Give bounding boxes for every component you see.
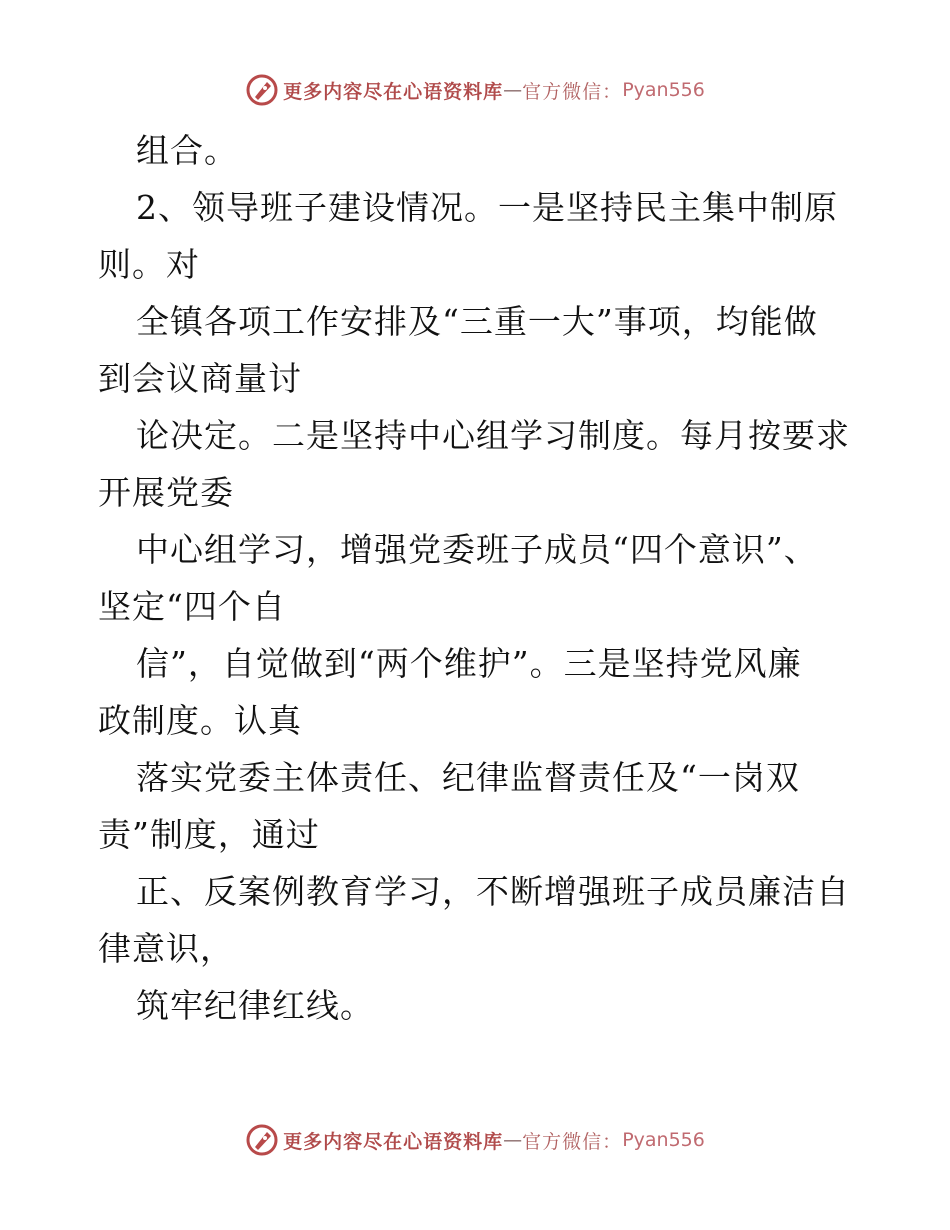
text-line: 中心组学习，增强党委班子成员“四个意识”、 — [136, 530, 818, 569]
text-line: 责”制度，通过 — [98, 815, 320, 854]
text-line: 全镇各项工作安排及“三重一大”事项，均能做 — [136, 302, 818, 341]
banner-wechat-id: Pyan556 — [622, 1129, 705, 1151]
banner-wechat-label: 官方微信： — [522, 1130, 623, 1153]
banner-brand-text: 更多内容尽在心语资料库 — [283, 1130, 504, 1153]
text-line: 坚定“四个自 — [98, 587, 286, 626]
document-body — [98, 122, 858, 1034]
text-line: 2、领导班子建设情况。一是坚持民主集中制原 — [136, 188, 838, 227]
banner-separator: — — [503, 1129, 523, 1151]
text-line: 落实党委主体责任、纪律监督责任及“一岗双 — [136, 758, 800, 797]
banner-wechat-label: 官方微信： — [522, 80, 623, 103]
pen-nib-logo-icon — [245, 1123, 279, 1157]
text-line: 则。对 — [98, 245, 200, 284]
banner-wechat-id: Pyan556 — [622, 79, 705, 101]
text-line: 信”，自觉做到“两个维护”。三是坚持党风廉 — [136, 644, 802, 683]
text-line: 律意识， — [98, 929, 234, 968]
text-line: 论决定。二是坚持中心组学习制度。每月按要求 — [136, 416, 850, 455]
footer-banner — [0, 1120, 950, 1160]
text-line: 正、反案例教育学习，不断增强班子成员廉洁自 — [136, 872, 850, 911]
text-line: 筑牢纪律红线。 — [136, 986, 374, 1025]
pen-nib-logo-icon — [245, 73, 279, 107]
banner-brand-text: 更多内容尽在心语资料库 — [283, 80, 504, 103]
banner-separator: — — [503, 79, 523, 101]
text-line: 到会议商量讨 — [98, 359, 302, 398]
text-line: 组合。 — [136, 131, 238, 170]
text-line: 政制度。认真 — [98, 701, 302, 740]
text-line: 开展党委 — [98, 473, 234, 512]
header-banner — [0, 70, 950, 110]
